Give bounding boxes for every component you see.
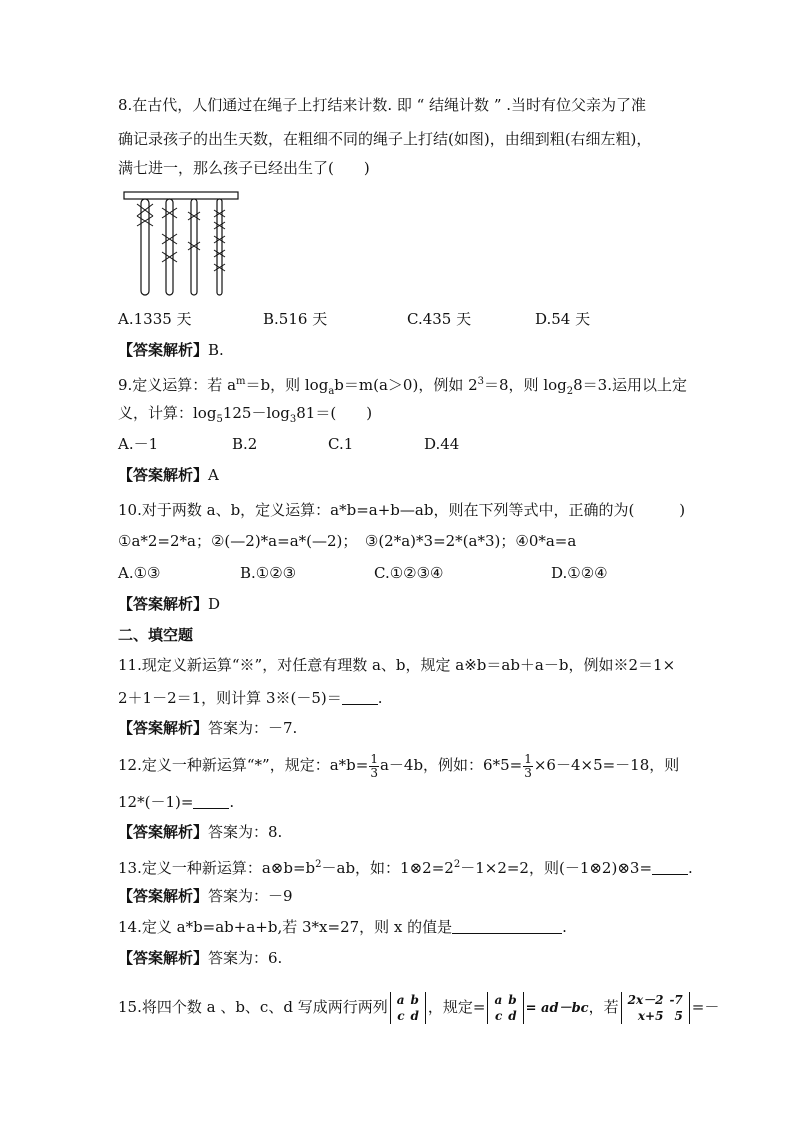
q12-fraction-2: $\frac{1}{3}$	[524, 751, 532, 780]
q8-option-a: A.1335 天	[118, 310, 192, 328]
q12-answer: 【答案解析】答案为：8.	[118, 823, 283, 841]
q8-answer: 【答案解析】B.	[118, 341, 224, 359]
q14-line1: 14.定义 a*b=ab+a+b,若 3*x=27，则 x 的值是 .	[118, 918, 567, 936]
q9-line2: 义，计算：$\log_5125-\log_381=$( )	[118, 404, 373, 425]
q14-answer: 【答案解析】答案为：6.	[118, 949, 283, 967]
q9-option-b: B.2	[232, 435, 258, 453]
q11-line2: 2＋1－2＝1，则计算 3※(－5)＝ .	[118, 689, 383, 707]
q9-option-d: D.44	[424, 435, 460, 453]
q9-option-a: A.－1	[118, 435, 159, 453]
q10-option-a: A.①③	[118, 564, 161, 582]
q10-line2: ①a*2=2*a；②(—2)*a=a*(—2)； ③(2*a)*3=2*(a*3)；④0*a=a	[118, 532, 577, 550]
q12-line2: 12*(－1)= .	[118, 793, 235, 811]
q10-answer: 【答案解析】D	[118, 595, 221, 613]
q12-fraction-1: $\frac{1}{3}$	[370, 751, 378, 780]
q11-answer: 【答案解析】答案为：－7.	[118, 719, 298, 737]
q10-option-d: D.①②④	[551, 564, 608, 582]
q8-option-c: C.435 天	[407, 310, 472, 328]
section-heading-fill-blank: 二、填空题	[118, 626, 194, 644]
q8-line3: 满七进一，那么孩子已经出生了( )	[118, 159, 370, 177]
q8-option-d: D.54 天	[535, 310, 591, 328]
q8-line2: 确记录孩子的出生天数，在粗细不同的绳子上打结(如图)，由细到粗(右细左粗)，	[118, 130, 652, 148]
q12-blank	[193, 794, 229, 809]
q15-determinant-1: a b c d	[390, 992, 426, 1024]
q14-blank	[452, 919, 562, 934]
q13-answer: 【答案解析】答案为：－9	[118, 887, 293, 905]
q11-line1: 11.现定义新运算“※”，对任意有理数 a、b，规定 a※b＝ab＋a－b，例如※2＝1×	[118, 656, 676, 674]
knotted-ropes-figure	[122, 190, 242, 300]
q15-determinant-2: a b c d	[487, 992, 523, 1024]
q10-option-c: C.①②③④	[374, 564, 444, 582]
q10-line1: 10.对于两数 a、b，定义运算：a*b=a+b—ab，则在下列等式中，正确的为( )	[118, 501, 686, 519]
q10-option-b: B.①②③	[240, 564, 297, 582]
q9-option-c: C.1	[328, 435, 354, 453]
q9-line1: 9.定义运算：若 $a^m=b$，则 $\log_ab=m(a>0)$，例如 $2^3=8$，则 $\log_28=3$.运用以上定	[118, 376, 687, 397]
q13-blank	[652, 860, 688, 875]
q13-line1: 13.定义一种新运算：$a\otimes b=b^2-ab$，如：$1\otimes 2=2^2-1\times 2=2$，则(－1⊗2)⊗3= .	[118, 859, 693, 877]
q11-blank	[342, 690, 378, 705]
q15-line1: 15.将四个数 a 、b、c、d 写成两行两列 a b c d ，规定= a b c d = ad－bc，若 2x－2 -7 x+5 5 =－	[118, 993, 720, 1023]
q8-option-b: B.516 天	[263, 310, 328, 328]
q15-determinant-3: 2x－2 -7 x+5 5	[621, 992, 690, 1024]
q9-answer: 【答案解析】A	[118, 466, 219, 484]
q12-line1: 12.定义一种新运算“*”，规定：a*b= $\frac{1}{3}$ a－4b，例如：6*5= $\frac{1}{3}$ ×6－4×5=－18，则	[118, 751, 680, 780]
q8-line1: 8.在古代，人们通过在绳子上打结来计数. 即 “ 结绳计数 ” .当时有位父亲为了准	[118, 96, 647, 114]
